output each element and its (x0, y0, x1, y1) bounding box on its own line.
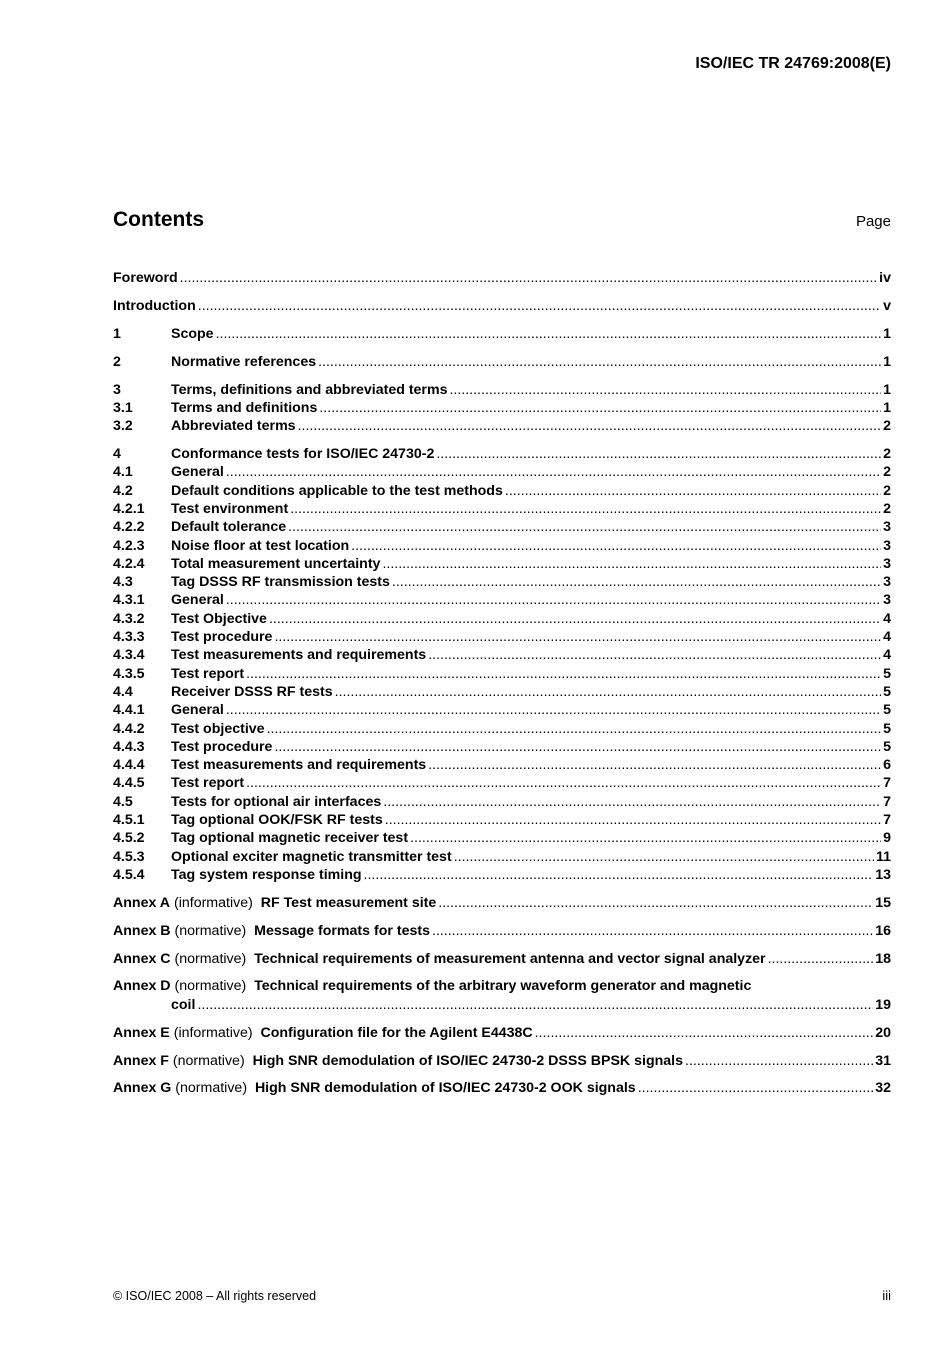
toc-entry-page: 2 (883, 446, 891, 463)
toc-entry[interactable] (113, 381, 891, 399)
toc-entry-number: 4.4.1 (113, 702, 145, 719)
toc-entry-title: Abbreviated terms (171, 418, 296, 435)
dot-leader (180, 269, 878, 287)
toc-entry[interactable] (113, 353, 891, 371)
dot-leader (198, 297, 881, 315)
toc-entry-title: Test measurements and requirements (171, 647, 427, 664)
annex-entry[interactable] (113, 977, 891, 995)
toc-entry[interactable] (113, 399, 891, 417)
dot-leader (436, 445, 881, 463)
dot-leader (535, 1024, 874, 1042)
dot-leader (298, 417, 882, 435)
toc-entry[interactable] (113, 628, 891, 646)
annex-label: Annex D (113, 978, 171, 995)
toc-entry[interactable] (113, 463, 891, 481)
toc-entry[interactable] (113, 774, 891, 792)
toc-entry-number: 4.1 (113, 464, 133, 481)
page-number: iii (882, 1288, 891, 1303)
toc-entry-number: 4.2 (113, 482, 133, 499)
dot-leader (449, 381, 881, 399)
toc-entry[interactable] (113, 482, 891, 500)
toc-entry-number: 4.2.1 (113, 500, 145, 517)
toc-entry-page: 5 (883, 738, 891, 755)
toc-entry-page: 1 (883, 353, 891, 370)
annex-kind: (informative) (173, 894, 253, 911)
toc-entry[interactable] (113, 683, 891, 701)
toc-entry-page: iv (879, 270, 891, 286)
toc-entry[interactable] (113, 720, 891, 738)
annex-label: Annex F (113, 1052, 169, 1069)
toc-entry-title: Total measurement uncertainty (171, 555, 381, 572)
toc-entry-number: 4.5.1 (113, 811, 145, 828)
toc-entry-title: Normative references (171, 353, 317, 370)
toc-entry-title: Test Objective (171, 610, 267, 627)
toc-entry-page: 7 (883, 793, 891, 810)
toc-entry-number: 4.4.2 (113, 720, 145, 737)
toc-entry-title: Default tolerance (171, 519, 287, 536)
annex-title: Message formats for tests (254, 922, 430, 939)
toc-entry-number: 4.5.4 (113, 866, 145, 883)
toc-entry-number: 1 (113, 325, 121, 342)
toc-entry[interactable] (113, 866, 891, 884)
toc-entry-page: 4 (883, 647, 891, 664)
toc-entry[interactable] (113, 537, 891, 555)
annex-kind: (normative) (174, 950, 247, 967)
toc-entry-number: 4.2.2 (113, 519, 145, 536)
annex-entry[interactable] (113, 950, 891, 968)
toc-entry[interactable] (113, 829, 891, 847)
toc-entry[interactable] (113, 738, 891, 756)
dot-leader (385, 811, 881, 829)
dot-leader (428, 756, 881, 774)
contents-heading-row (113, 208, 891, 232)
annex-entry[interactable] (113, 922, 891, 940)
annex-kind: (normative) (174, 978, 247, 995)
annex-page: 32 (875, 1080, 891, 1097)
toc-entry[interactable] (113, 573, 891, 591)
annex-title-continued: coil (171, 996, 196, 1013)
annex-page: 31 (875, 1052, 891, 1069)
toc-entry-page: 3 (883, 519, 891, 536)
toc-entry[interactable] (113, 269, 891, 287)
dot-leader (382, 555, 881, 573)
annex-label: Annex E (113, 1024, 170, 1041)
toc-entry-page: 4 (883, 610, 891, 627)
annex-kind: (normative) (174, 922, 247, 939)
toc-entry-page: 3 (883, 592, 891, 609)
toc-entry-title: Introduction (113, 297, 196, 314)
toc-entry-title: Tag system response timing (171, 866, 362, 883)
toc-entry-number: 4.5.2 (113, 830, 145, 847)
toc-entry-title: General (171, 592, 224, 609)
dot-leader (226, 701, 881, 719)
annex-label: Annex B (113, 922, 171, 939)
annex-title: High SNR demodulation of ISO/IEC 24730-2 DSSS BPSK signals (252, 1052, 684, 1069)
dot-leader (364, 866, 874, 884)
dot-leader (685, 1052, 873, 1070)
toc-entry-title: Scope (171, 325, 214, 342)
toc-entry-page: 6 (883, 757, 891, 774)
toc-entry-title: Receiver DSSS RF tests (171, 683, 333, 700)
toc-entry-number: 4.5 (113, 793, 133, 810)
toc-entry-number: 4.4.3 (113, 738, 145, 755)
toc-entry-page: 3 (883, 574, 891, 591)
toc-entry-number: 4.4 (113, 683, 133, 700)
toc-entry-title: Test objective (171, 720, 265, 737)
toc-entry-number: 4.2.4 (113, 555, 145, 572)
toc-entry[interactable] (113, 518, 891, 536)
toc-entry-title: Foreword (113, 270, 178, 286)
annex-title: Configuration file for the Agilent E4438C (260, 1024, 533, 1041)
dot-leader (638, 1079, 874, 1097)
toc-entry-number: 3.2 (113, 418, 133, 435)
toc-entry-number: 4.3.2 (113, 610, 145, 627)
toc-entry[interactable] (113, 297, 891, 315)
toc-entry-page: 13 (875, 866, 891, 883)
annex-title: Technical requirements of the arbitrary waveform generator and magnetic (254, 978, 752, 995)
annex-title: High SNR demodulation of ISO/IEC 24730-2 OOK signals (254, 1080, 636, 1097)
toc-entry-number: 4.4.5 (113, 775, 145, 792)
annex-page: 16 (875, 922, 891, 939)
annex-kind: (normative) (175, 1080, 248, 1097)
toc-entry[interactable] (113, 848, 891, 866)
annex-page: 19 (875, 996, 891, 1013)
toc-entry[interactable] (113, 591, 891, 609)
dot-leader (428, 646, 881, 664)
toc-entry-page: 1 (883, 399, 891, 416)
toc-entry-page: 7 (883, 775, 891, 792)
annex-kind: (normative) (172, 1052, 245, 1069)
toc-entry-page: 5 (883, 702, 891, 719)
toc-entry[interactable] (113, 555, 891, 573)
toc-entry-page: 2 (883, 500, 891, 517)
dot-leader (216, 325, 882, 343)
toc-entry-title: Noise floor at test location (171, 537, 350, 554)
toc-entry-page: 2 (883, 464, 891, 481)
toc-entry-number: 2 (113, 353, 121, 370)
toc-entry-page: 3 (883, 537, 891, 554)
toc-entry-page: 5 (883, 720, 891, 737)
toc-entry-page: 5 (883, 665, 891, 682)
dot-leader (351, 537, 881, 555)
dot-leader (226, 463, 881, 481)
dot-leader (288, 518, 881, 536)
toc-entry-page: 2 (883, 482, 891, 499)
toc-entry-page: 9 (883, 830, 891, 847)
toc-entry-number: 4.2.3 (113, 537, 145, 554)
toc-entry-number: 3 (113, 381, 121, 398)
dot-leader (318, 353, 881, 371)
annex-page: 15 (875, 894, 891, 911)
toc-entry-page: 4 (883, 629, 891, 646)
annex-entry[interactable] (113, 1079, 891, 1097)
annex-label: Annex G (113, 1080, 172, 1097)
dot-leader (768, 950, 874, 968)
toc-entry-number: 4.4.4 (113, 757, 145, 774)
page-title: Contents (113, 208, 204, 231)
annex-entry-continuation[interactable] (113, 996, 891, 1014)
toc-entry-title: Terms, definitions and abbreviated terms (171, 381, 448, 398)
toc-entry[interactable] (113, 756, 891, 774)
dot-leader (432, 922, 873, 940)
toc-entry-page: 1 (883, 325, 891, 342)
toc-entry-title: Tag optional OOK/FSK RF tests (171, 811, 383, 828)
toc-entry[interactable] (113, 325, 891, 343)
toc-entry-number: 4.3.1 (113, 592, 145, 609)
dot-leader (392, 573, 881, 591)
toc-entry-title: Test procedure (171, 629, 273, 646)
dot-leader (505, 482, 881, 500)
dot-leader (438, 894, 873, 912)
dot-leader (267, 720, 882, 738)
toc-entry-page: 5 (883, 683, 891, 700)
dot-leader (246, 774, 881, 792)
toc-entry[interactable] (113, 811, 891, 829)
toc-entry[interactable] (113, 610, 891, 628)
toc-entry-title: Test measurements and requirements (171, 757, 427, 774)
annex-entry[interactable] (113, 1024, 891, 1042)
toc-entry[interactable] (113, 793, 891, 811)
annex-label: Annex C (113, 950, 171, 967)
toc-entry-title: Tests for optional air interfaces (171, 793, 382, 810)
toc-entry[interactable] (113, 701, 891, 719)
annex-label: Annex A (113, 894, 171, 911)
toc-entry[interactable] (113, 646, 891, 664)
toc-entry-number: 4.3 (113, 574, 133, 591)
toc-entry-number: 4.3.3 (113, 629, 145, 646)
annex-entry[interactable] (113, 894, 891, 912)
toc-entry-title: Test procedure (171, 738, 273, 755)
toc-entry-number: 3.1 (113, 399, 133, 416)
dot-leader (226, 591, 881, 609)
document-id: ISO/IEC TR 24769:2008(E) (695, 55, 891, 72)
dot-leader (274, 738, 881, 756)
toc-entry-title: Terms and definitions (171, 399, 318, 416)
toc-entry-title: Tag optional magnetic receiver test (171, 830, 409, 847)
dot-leader (410, 829, 881, 847)
toc-entry-number: 4.3.4 (113, 647, 145, 664)
dot-leader (269, 610, 881, 628)
toc-entry[interactable] (113, 500, 891, 518)
dot-leader (197, 996, 873, 1014)
toc-entry-title: General (171, 702, 224, 719)
toc-entry[interactable] (113, 445, 891, 463)
page-column-label: Page (855, 213, 891, 230)
dot-leader (383, 793, 881, 811)
toc-entry-title: Default conditions applicable to the test methods (171, 482, 503, 499)
toc-entry-page: 7 (883, 811, 891, 828)
annex-page: 20 (875, 1024, 891, 1041)
toc-entry[interactable] (113, 417, 891, 435)
copyright-notice: © ISO/IEC 2008 – All rights reserved (113, 1289, 317, 1303)
dot-leader (454, 848, 874, 866)
toc-entry-page: v (883, 297, 891, 314)
dot-leader (290, 500, 881, 518)
dot-leader (274, 628, 881, 646)
annex-entry[interactable] (113, 1052, 891, 1070)
toc-entry-page: 11 (876, 848, 891, 865)
dot-leader (319, 399, 881, 417)
toc-entry-number: 4 (113, 446, 121, 463)
annex-page: 18 (875, 950, 891, 967)
annex-kind: (informative) (173, 1024, 253, 1041)
toc-entry-page: 1 (883, 381, 891, 398)
toc-entry-title: Test report (171, 775, 245, 792)
toc-entry-title: Conformance tests for ISO/IEC 24730-2 (171, 446, 435, 463)
toc-entry-page: 3 (883, 555, 891, 572)
toc-entry-number: 4.5.3 (113, 848, 145, 865)
toc-entry-number: 4.3.5 (113, 665, 145, 682)
toc-entry-title: Tag DSSS RF transmission tests (171, 574, 390, 591)
toc-entry-title: Test report (171, 665, 245, 682)
table-of-contents (113, 269, 891, 1098)
toc-entry-title: General (171, 464, 224, 481)
toc-entry-title: Test environment (171, 500, 289, 517)
toc-entry[interactable] (113, 665, 891, 683)
toc-entry-title: Optional exciter magnetic transmitter test (171, 848, 452, 865)
annex-title: RF Test measurement site (260, 894, 437, 911)
annex-title: Technical requirements of measurement antenna and vector signal analyzer (254, 950, 766, 967)
dot-leader (335, 683, 881, 701)
toc-entry-page: 2 (883, 418, 891, 435)
dot-leader (246, 665, 881, 683)
